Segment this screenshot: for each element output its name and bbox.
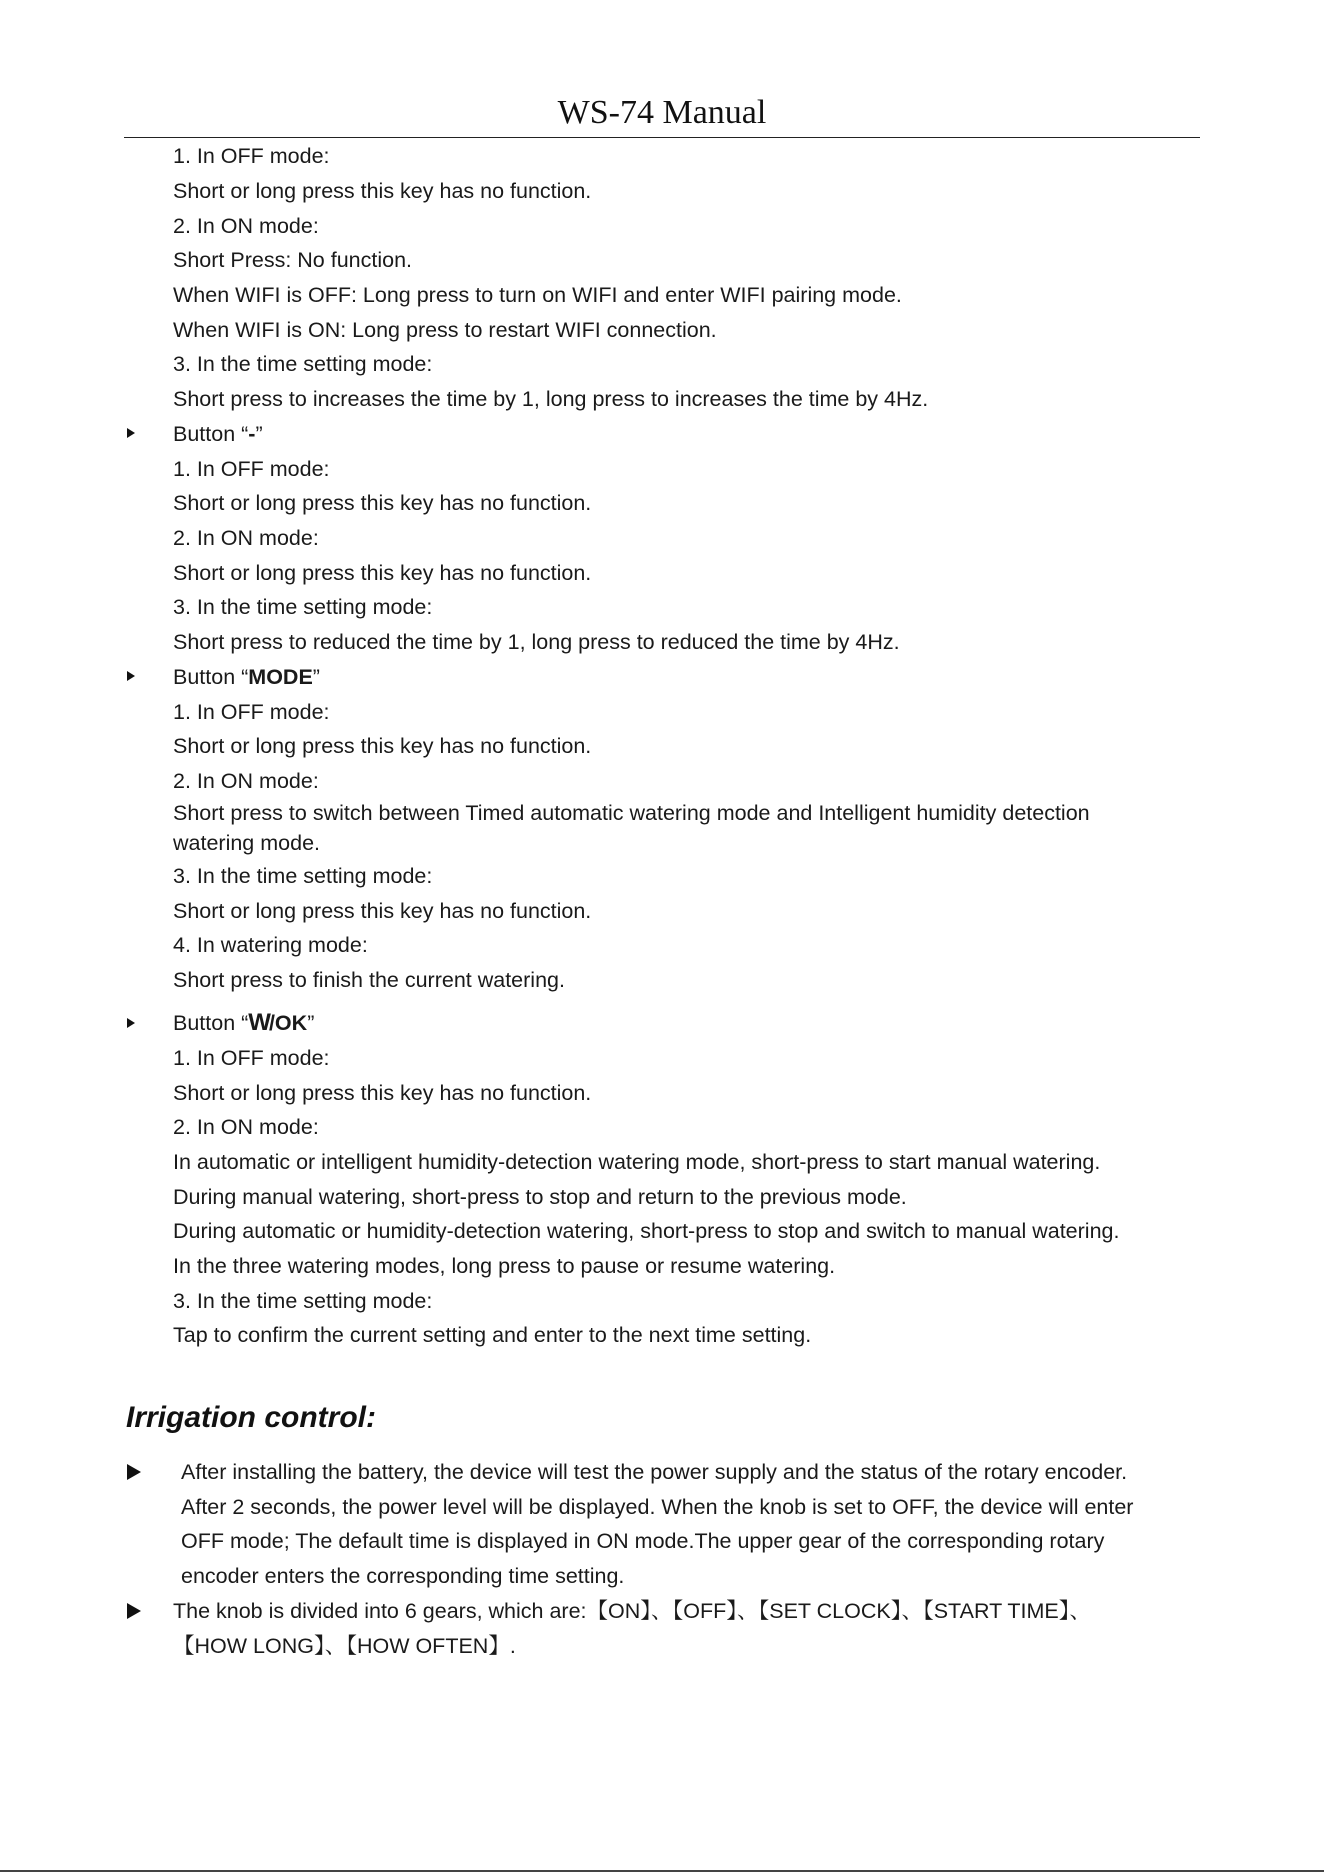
intro-line: When WIFI is ON: Long press to restart WIFI connection.: [173, 318, 717, 342]
ok-line: Short or long press this key has no function.: [173, 1081, 592, 1105]
ok-line: During automatic or humidity-detection watering, short-press to stop and switch to manual watering.: [173, 1219, 1120, 1243]
intro-line: Short press to increases the time by 1, long press to increases the time by 4Hz.: [173, 387, 929, 411]
intro-line: Short Press: No function.: [173, 248, 412, 272]
intro-line: 2. In ON mode:: [173, 214, 319, 238]
button-ok-name: /OK: [268, 1011, 308, 1035]
mode-line: Short or long press this key has no function.: [173, 734, 592, 758]
ok-line: In the three watering modes, long press to pause or resume watering.: [173, 1254, 836, 1278]
ok-line: 3. In the time setting mode:: [173, 1289, 433, 1313]
intro-line: Short or long press this key has no function.: [173, 179, 592, 203]
bullet-icon: [127, 428, 135, 438]
ok-line: 2. In ON mode:: [173, 1115, 319, 1139]
mode-line: watering mode.: [173, 831, 320, 855]
ok-line: 1. In OFF mode:: [173, 1046, 330, 1070]
mode-line: 2. In ON mode:: [173, 769, 319, 793]
bullet-icon: [127, 1018, 135, 1028]
minus-line: Short or long press this key has no function.: [173, 491, 592, 515]
mode-line: Short or long press this key has no function.: [173, 899, 592, 923]
header-divider: [124, 137, 1200, 138]
ok-line: During manual watering, short-press to stop and return to the previous mode.: [173, 1185, 907, 1209]
intro-line: 1. In OFF mode:: [173, 144, 330, 168]
mode-line: 1. In OFF mode:: [173, 700, 330, 724]
bullet-icon: [127, 1603, 141, 1619]
button-minus-heading: Button “-”: [173, 422, 263, 446]
irrigation-line: After installing the battery, the device will test the power supply and the status of the rotary encoder.: [181, 1460, 1128, 1484]
mode-line: 3. In the time setting mode:: [173, 864, 433, 888]
irrigation-line: 【HOW LONG】、【HOW OFTEN】.: [173, 1634, 516, 1658]
button-mode-name: MODE: [248, 665, 313, 689]
button-ok-heading: Button “W/OK”: [173, 1009, 315, 1036]
button-mode-heading: Button “MODE”: [173, 665, 320, 689]
intro-line: When WIFI is OFF: Long press to turn on WIFI and enter WIFI pairing mode.: [173, 283, 902, 307]
ok-line: Tap to confirm the current setting and enter to the next time setting.: [173, 1323, 812, 1347]
mode-line: 4. In watering mode:: [173, 933, 368, 957]
button-minus-name: -: [248, 422, 256, 446]
ok-line: In automatic or intelligent humidity-detection watering mode, short-press to start manual watering.: [173, 1150, 1101, 1174]
bullet-icon: [127, 1464, 141, 1480]
irrigation-line: encoder enters the corresponding time setting.: [181, 1564, 625, 1588]
irrigation-line: OFF mode; The default time is displayed in ON mode.The upper gear of the corresponding rotary: [181, 1529, 1105, 1553]
irrigation-line: After 2 seconds, the power level will be displayed. When the knob is set to OFF, the device will enter: [181, 1495, 1134, 1519]
irrigation-line: The knob is divided into 6 gears, which are:【ON】、【OFF】、【SET CLOCK】、【START TIME】、: [173, 1599, 1092, 1623]
minus-line: 1. In OFF mode:: [173, 457, 330, 481]
intro-line: 3. In the time setting mode:: [173, 352, 433, 376]
mode-line: Short press to switch between Timed automatic watering mode and Intelligent humidity detection: [173, 801, 1090, 825]
minus-line: 2. In ON mode:: [173, 526, 319, 550]
mode-line: Short press to finish the current watering.: [173, 968, 565, 992]
bullet-icon: [127, 671, 135, 681]
watering-can-icon: W: [248, 1009, 269, 1036]
minus-line: Short or long press this key has no function.: [173, 561, 592, 585]
minus-line: 3. In the time setting mode:: [173, 595, 433, 619]
minus-line: Short press to reduced the time by 1, long press to reduced the time by 4Hz.: [173, 630, 900, 654]
section-title-irrigation: Irrigation control:: [126, 1401, 376, 1434]
page-header-title: WS-74 Manual: [557, 94, 767, 131]
